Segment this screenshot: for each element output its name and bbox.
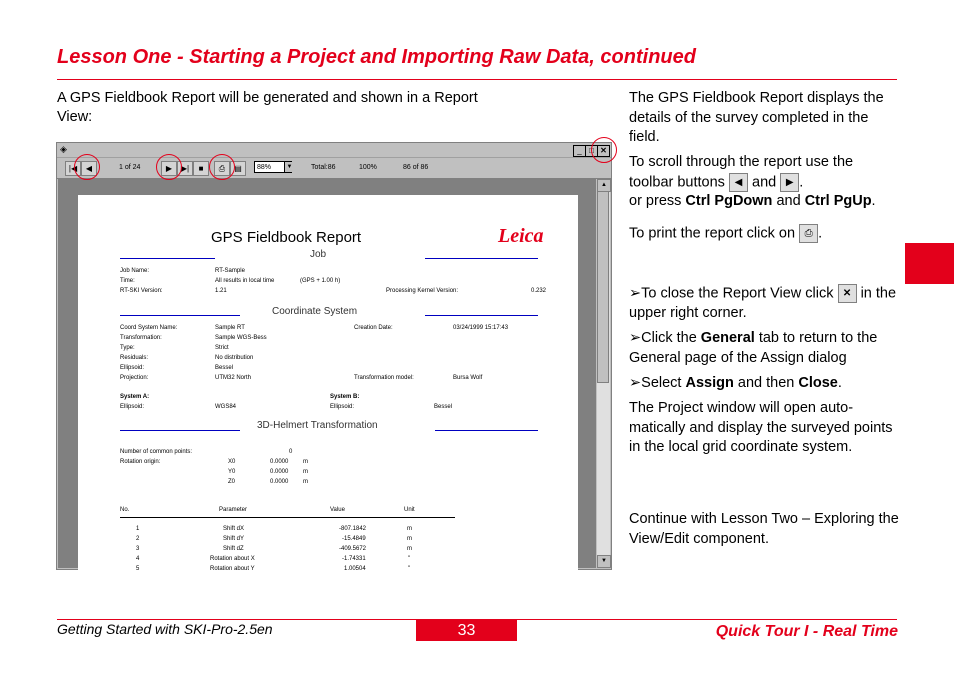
export-icon[interactable]: ▤	[230, 161, 246, 176]
right-para-5: Continue with Lesson Two – Exploring the View/Edit component.	[629, 511, 899, 547]
table-cell: Shift dX	[223, 526, 245, 532]
section-helmert: 3D-Helmert Transformation	[257, 420, 378, 431]
section-job: Job	[310, 249, 327, 260]
maximize-icon[interactable]: □	[585, 145, 598, 157]
row-value: No distribution	[215, 355, 254, 361]
origin-value: 0.0000	[270, 479, 289, 485]
row-extra-label: Creation Date:	[354, 325, 393, 331]
table-cell: m	[407, 526, 412, 532]
report-view-screenshot	[56, 142, 612, 570]
zoom-select[interactable]: 88%	[254, 161, 292, 173]
table-cell: 5	[136, 566, 140, 572]
total-count: Total:86	[311, 164, 336, 171]
row-label: Projection:	[120, 375, 149, 381]
side-tab-marker	[905, 243, 954, 284]
bullet-general	[629, 329, 899, 368]
page-indicator: 1 of 24	[119, 164, 141, 171]
table-header: No.	[120, 507, 130, 513]
and-text: and	[776, 193, 801, 210]
row-value: Bessel	[215, 365, 234, 371]
table-cell: "	[408, 556, 411, 562]
table-header: Unit	[404, 507, 415, 513]
print-icon: ⎙	[799, 224, 818, 243]
ellipsoid-b-value: Bessel	[434, 404, 453, 410]
row-value: 1.21	[215, 288, 227, 294]
divider	[435, 430, 538, 431]
right-para-3: To print the report click on ⎙ .	[629, 225, 823, 242]
row-value: Sample RT	[215, 325, 245, 331]
row-extra-label: Transformation model:	[354, 375, 414, 381]
row-label: RT-SKI Version:	[120, 288, 163, 294]
bullet-text: Click the	[641, 330, 697, 346]
key-ctrl-pgup: Ctrl PgUp	[804, 193, 872, 210]
scroll-thumb[interactable]	[597, 191, 609, 383]
row-label: Time:	[120, 278, 135, 284]
row-label: Residuals:	[120, 355, 149, 361]
arrow-bullet-icon: ➢	[629, 285, 642, 302]
arrow-bullet-icon: ➢	[629, 375, 642, 391]
prev-page-icon: ◀	[729, 173, 748, 192]
table-cell: -409.5672	[339, 546, 367, 552]
table-cell: m	[407, 546, 412, 552]
next-page-icon: ▶	[780, 173, 799, 192]
record-count: 86 of 86	[403, 164, 429, 171]
footer-doc-title: Getting Started with SKI-Pro-2.5en	[57, 621, 273, 637]
table-cell: m	[407, 536, 412, 542]
table-cell: -1.74331	[342, 556, 366, 562]
table-cell: 2	[136, 536, 140, 542]
bullet-close	[629, 284, 899, 323]
highlight-ring-next	[156, 154, 182, 180]
row-label: Coord System Name:	[120, 325, 178, 331]
origin-value: 0.0000	[270, 469, 289, 475]
title-rule	[57, 79, 897, 80]
bullet-text: tab to return to the General page of the Assign dialog	[629, 330, 878, 366]
bullet-bold: General	[700, 330, 755, 346]
ellipsoid-a-value: WGS84	[215, 404, 237, 410]
report-title: GPS Fieldbook Report	[211, 229, 362, 246]
table-cell: Shift dZ	[223, 546, 244, 552]
close-icon[interactable]: ✕	[597, 145, 610, 157]
last-page-icon[interactable]: ▶|	[177, 161, 193, 176]
row-value: Sample WGS-Bess	[215, 335, 267, 341]
app-icon: ◈	[60, 144, 67, 154]
origin-axis: X0	[228, 459, 236, 465]
table-cell: 3	[136, 546, 140, 552]
table-cell: 1.00504	[344, 566, 366, 572]
next-page-icon[interactable]: ▶	[161, 161, 177, 176]
stop-icon[interactable]: ■	[193, 161, 209, 176]
report-toolbar	[57, 158, 611, 179]
bullet-text: To close the Report View click	[641, 285, 834, 302]
right-para-4: The Project window will open auto-matically and display the surveyed points in the local grid coordinate system.	[629, 400, 893, 455]
bullet-bold: Assign	[685, 375, 734, 391]
bullet-text: in the upper right corner.	[629, 285, 897, 321]
origin-axis: Z0	[228, 479, 236, 485]
chevron-down-icon[interactable]: ▼	[284, 162, 294, 172]
common-points-value: 0	[289, 449, 293, 455]
scroll-up-icon[interactable]: ▲	[597, 179, 611, 192]
and-text: and	[752, 173, 777, 190]
minimize-icon[interactable]: _	[573, 145, 586, 157]
bullet-text: Select	[641, 375, 682, 391]
row-extra: (GPS + 1.00 h)	[300, 278, 341, 284]
table-header: Parameter	[219, 507, 248, 513]
vertical-scrollbar[interactable]	[597, 179, 610, 568]
right-para-1: The GPS Fieldbook Report displays the details of the survey completed in the field.	[629, 90, 884, 145]
or-press-text: or press	[629, 193, 682, 210]
page-number: 33	[416, 620, 517, 641]
first-page-icon[interactable]: |◀	[65, 161, 81, 176]
table-cell: Shift dY	[223, 536, 245, 542]
report-titlebar	[57, 143, 611, 158]
table-cell: 4	[136, 556, 140, 562]
row-value: Strict	[215, 345, 229, 351]
common-points-label: Number of common points:	[120, 449, 193, 455]
table-cell: -807.1842	[339, 526, 367, 532]
intro-text: A GPS Fieldbook Report will be generated and shown in a Report View:	[57, 90, 478, 125]
right-para-2: To scroll through the report use the toolbar buttons ◀ and ▶ . or press Ctrl PgDown and Ctrl PgUp.	[629, 154, 876, 210]
key-ctrl-pgdown: Ctrl PgDown	[685, 193, 773, 210]
section-coordinate-system: Coordinate System	[272, 306, 358, 317]
ellipsoid-a-label: Ellipsoid:	[120, 404, 145, 410]
row-label: Job Name:	[120, 268, 150, 274]
bullet-text: and then	[737, 375, 795, 391]
table-cell: -15.4849	[342, 536, 366, 542]
print-icon[interactable]: ⎙	[214, 161, 230, 176]
row-label: Ellipsoid:	[120, 365, 145, 371]
row-label: Type:	[120, 345, 135, 351]
row-extra-value: 0.232	[531, 288, 547, 294]
row-extra-value: 03/24/1999 15:17:43	[453, 325, 509, 331]
divider	[425, 258, 538, 259]
system-b-label: System B:	[330, 394, 360, 400]
bullet-assign: ➢Select Assign and then Close.	[629, 375, 842, 391]
row-value: UTM32 North	[215, 375, 252, 381]
rotation-origin-label: Rotation origin:	[120, 459, 161, 465]
row-value: All results in local time	[215, 278, 275, 284]
origin-unit: m	[303, 479, 308, 485]
percent-done: 100%	[359, 164, 377, 171]
report-page	[78, 195, 578, 595]
prev-page-icon[interactable]: ◀	[81, 161, 97, 176]
origin-unit: m	[303, 459, 308, 465]
divider	[120, 430, 240, 431]
origin-axis: Y0	[228, 469, 236, 475]
highlight-ring-print	[209, 154, 235, 180]
row-value: RT-Sample	[215, 268, 245, 274]
row-extra-value: Bursa Wolf	[453, 375, 483, 381]
page-title: Lesson One - Starting a Project and Importing Raw Data, continued	[57, 46, 696, 68]
table-cell: Rotation about X	[210, 556, 255, 562]
divider	[120, 258, 215, 259]
table-header-rule	[120, 517, 455, 518]
row-extra-label: Processing Kernel Version:	[386, 288, 459, 294]
scroll-down-icon[interactable]: ▼	[597, 555, 611, 568]
scroll-text: To scroll through the report use the toolbar buttons	[629, 154, 854, 190]
print-text: To print the report click on	[629, 225, 796, 242]
table-cell: 1	[136, 526, 140, 532]
bullet-bold: Close	[798, 375, 838, 391]
divider	[120, 315, 240, 316]
table-cell: Rotation about Y	[210, 566, 255, 572]
row-label: Transformation:	[120, 335, 162, 341]
table-header: Value	[330, 507, 345, 513]
close-icon: ✕	[838, 284, 857, 303]
origin-unit: m	[303, 469, 308, 475]
origin-value: 0.0000	[270, 459, 289, 465]
report-viewport[interactable]	[58, 179, 596, 572]
system-a-label: System A:	[120, 394, 150, 400]
arrow-bullet-icon: ➢	[629, 330, 642, 346]
highlight-ring-prev	[74, 154, 100, 180]
footer-section: Quick Tour I - Real Time	[715, 623, 898, 640]
leica-logo: Leica	[498, 225, 544, 247]
table-cell: "	[408, 566, 411, 572]
ellipsoid-b-label: Ellipsoid:	[330, 404, 355, 410]
highlight-ring-close	[591, 137, 617, 163]
divider	[425, 315, 538, 316]
